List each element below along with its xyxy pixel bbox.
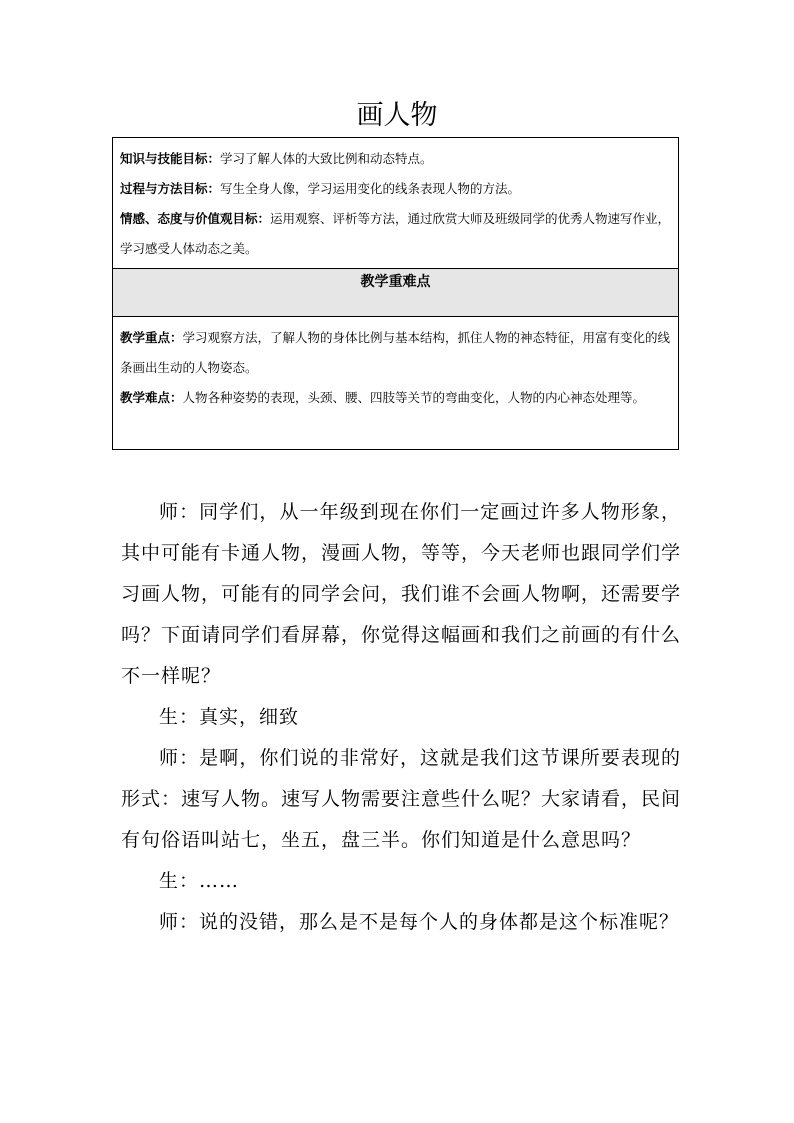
teaching-difficulty-text: 人物各种姿势的表现，头颈、腰、四肢等关节的弯曲变化，人物的内心神态处理等。 xyxy=(182,390,646,405)
teaching-difficulty xyxy=(120,383,672,413)
knowledge-objective-text: 学习了解人体的大致比例和动态特点。 xyxy=(220,151,433,166)
objectives-table xyxy=(112,137,679,450)
dialogue-paragraph: 生：真实，细致 xyxy=(159,706,300,728)
teaching-focus-text: 学习观察方法，了解人物的身体比例与基本结构，抓住人物的神态特征，用富有变化的线条画出生动的人物姿态。 xyxy=(120,330,671,375)
objectives-section xyxy=(113,138,678,268)
process-objective xyxy=(120,174,672,204)
emotion-objective xyxy=(120,204,672,264)
emotion-objective-text: 运用观察、评析等方法，通过欣赏大师及班级同学的优秀人物速写作业，学习感受人体动态之美。 xyxy=(120,211,671,256)
page-title: 画人物 xyxy=(356,100,438,131)
dialogue-paragraph: 师：是啊，你们说的非常好，这就是我们这节课所要表现的形式：速写人物。速写人物需要注意些什么呢？大家请看，民间有句俗语叫站七，坐五，盘三半。你们知道是什么意思吗？ xyxy=(121,747,682,851)
process-objective-label: 过程与方法目标： xyxy=(120,181,221,196)
dialogue-paragraph: 师：说的没错，那么是不是每个人的身体都是这个标准呢？ xyxy=(159,911,680,933)
key-points-header: 教学重难点 xyxy=(113,268,678,317)
teaching-focus-label: 教学重点： xyxy=(120,330,183,345)
teaching-difficulty-label: 教学难点： xyxy=(120,390,183,405)
knowledge-objective-label: 知识与技能目标： xyxy=(120,151,221,166)
dialogue-paragraph: 师：同学们，从一年级到现在你们一定画过许多人物形象，其中可能有卡通人物，漫画人物，等等，今天老师也跟同学们学习画人物，可能有的同学会问，我们谁不会画人物啊，还需要学吗？下面请同学们看屏幕，你觉得这幅画和我们之前画的有什么不一样呢？ xyxy=(121,501,682,687)
key-points-section xyxy=(113,317,678,449)
teaching-focus xyxy=(120,323,672,383)
emotion-objective-label: 情感、态度与价值观目标： xyxy=(120,211,271,226)
dialogue-paragraph: 生：…… xyxy=(159,870,240,892)
knowledge-objective xyxy=(120,144,672,174)
classroom-dialogue xyxy=(121,492,681,943)
process-objective-text: 写生全身人像，学习运用变化的线条表现人物的方法。 xyxy=(220,181,521,196)
